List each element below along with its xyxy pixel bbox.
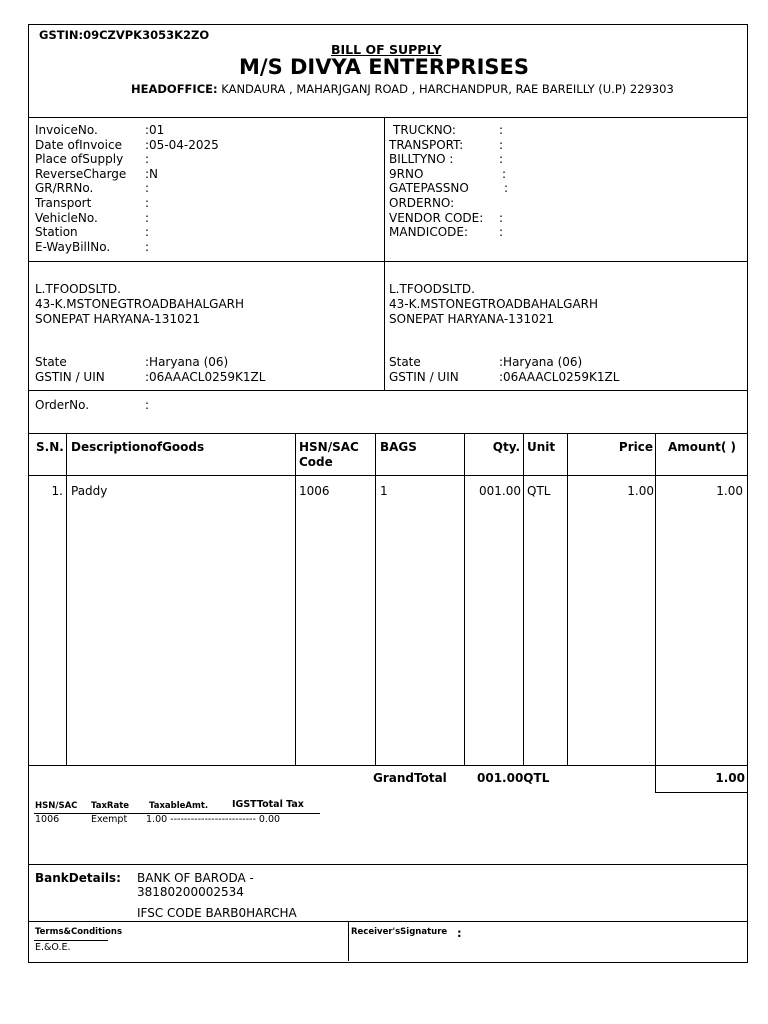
- grand-total-label: GrandTotal: [373, 771, 447, 785]
- invoice-field-value: :: [145, 225, 150, 240]
- billed-to-state-label: State: [35, 355, 67, 369]
- col-header-qty: Qty.: [492, 440, 520, 454]
- col-header-sn: S.N.: [36, 440, 64, 454]
- transport-field-value: :: [499, 123, 504, 137]
- footer-divider: [348, 921, 349, 961]
- shipped-to-gstin: :06AAACL0259K1ZL: [499, 370, 620, 384]
- invoice-field-label: Transport: [35, 196, 92, 210]
- table-column-divider: [295, 433, 296, 765]
- head-office-label: HEADOFFICE:: [131, 82, 218, 96]
- head-office: [131, 82, 674, 96]
- transport-field-label: 9RNO: [389, 166, 424, 181]
- transport-field-value: :: [499, 210, 504, 225]
- invoice-field-label: Date ofInvoice: [35, 137, 122, 152]
- cell-price: 1.00: [627, 484, 654, 498]
- table-column-divider: [567, 433, 568, 765]
- shipped-to-state: :Haryana (06): [499, 355, 583, 369]
- cell-description: Paddy: [71, 484, 108, 498]
- terms-underline: [34, 940, 108, 941]
- invoice-field-value: :: [145, 210, 150, 225]
- divider: [28, 433, 747, 434]
- invoice-field-label: E-WayBillNo.: [35, 239, 111, 254]
- bank-name: BANK OF BARODA -: [137, 871, 254, 885]
- divider: [28, 117, 747, 118]
- tax-header-taxable: TaxableAmt.: [149, 801, 209, 811]
- invoice-field-value: :: [145, 181, 150, 196]
- grand-total-amount: 1.00: [715, 771, 745, 785]
- shipped-to-state-label: State: [389, 355, 421, 369]
- tax-header-igst: IGSTTotal Tax: [232, 799, 304, 810]
- transport-field-label: ORDERNO:: [389, 196, 455, 210]
- cell-unit: QTL: [527, 484, 551, 498]
- shipped-to-address1: 43-K.MSTONEGTROADBAHALGARH: [389, 297, 599, 311]
- invoice-field-value: :: [145, 152, 150, 167]
- transport-field-value: :: [499, 225, 504, 240]
- invoice-field-label: Station: [35, 225, 78, 240]
- head-office-address: KANDAURA , MAHARJGANJ ROAD , HARCHANDPUR, RAE BAREILLY (U.P) 229303: [221, 82, 674, 96]
- tax-row-amounts: 1.00 ------------------------- 0.00: [146, 814, 281, 825]
- table-column-divider: [655, 433, 656, 765]
- bank-ifsc: IFSC CODE BARB0HARCHA: [137, 906, 297, 920]
- table-column-divider: [464, 433, 465, 765]
- receiver-signature-label: Receiver'sSignature: [351, 927, 448, 937]
- invoice-field-label: Place ofSupply: [35, 152, 124, 167]
- table-column-divider: [66, 433, 67, 765]
- col-header-amount: Amount( ): [668, 440, 737, 454]
- invoice-field-value: :: [145, 239, 150, 254]
- doc-title: BILL OF SUPPLY: [331, 42, 442, 57]
- cell-bags: 1: [380, 484, 388, 498]
- order-no-value: :: [145, 398, 150, 412]
- transport-field-value: :: [502, 166, 507, 181]
- billed-to-gstin: :06AAACL0259K1ZL: [145, 370, 266, 384]
- divider: [28, 390, 747, 391]
- transport-field-label: GATEPASSNO: [389, 181, 469, 196]
- invoice-field-label: GR/RRNo.: [35, 181, 94, 196]
- tax-row-rate: Exempt: [91, 814, 128, 825]
- invoice-field-label: ReverseCharge: [35, 166, 127, 181]
- billed-to-state: :Haryana (06): [145, 355, 229, 369]
- shipped-to-gstin-label: GSTIN / UIN: [389, 370, 459, 384]
- shipped-to-address2: SONEPAT HARYANA-131021: [389, 312, 554, 326]
- col-header-description: DescriptionofGoods: [71, 440, 205, 454]
- billed-to-address1: 43-K.MSTONEGTROADBAHALGARH: [35, 297, 245, 311]
- bank-account: 38180200002534: [137, 885, 244, 899]
- transport-field-label: VENDOR CODE:: [389, 210, 484, 225]
- divider: [28, 765, 747, 766]
- col-header-price: Price: [618, 440, 653, 454]
- transport-field-value: :: [504, 181, 509, 196]
- billed-to-gstin-label: GSTIN / UIN: [35, 370, 105, 384]
- invoice-field-label: VehicleNo.: [35, 210, 98, 225]
- grand-total-qty: 001.00QTL: [477, 771, 550, 785]
- col-header-bags: BAGS: [380, 440, 417, 454]
- cell-sn: 1.: [51, 484, 63, 498]
- shipped-to-name: L.TFOODSLTD.: [389, 282, 475, 296]
- receiver-signature-colon: :: [457, 926, 462, 940]
- bank-details-label: BankDetails:: [35, 871, 121, 885]
- cell-hsn: 1006: [299, 484, 330, 498]
- invoice-field-value: :: [145, 196, 150, 210]
- billed-to-name: L.TFOODSLTD.: [35, 282, 121, 296]
- transport-field-value: :: [499, 137, 504, 152]
- order-no-label: OrderNo.: [35, 398, 90, 412]
- company-name: M/S DIVYA ENTERPRISES: [239, 55, 529, 79]
- transport-field-label: MANDICODE:: [389, 225, 469, 240]
- seller-gstin: GSTIN:09CZVPK3053K2ZO: [39, 28, 210, 42]
- table-column-divider: [375, 433, 376, 765]
- invoice-field-value: :01: [145, 123, 165, 137]
- tax-header-rate: TaxRate: [91, 801, 130, 811]
- col-header-hsn: HSN/SAC: [299, 440, 359, 454]
- transport-field-label: TRANSPORT:: [389, 137, 464, 152]
- table-header-divider: [28, 475, 747, 476]
- billed-to-address2: SONEPAT HARYANA-131021: [35, 312, 200, 326]
- terms-text: E.&O.E.: [35, 942, 71, 953]
- col-header-unit: Unit: [527, 440, 556, 454]
- divider: [384, 117, 385, 390]
- invoice-field-label: InvoiceNo.: [35, 123, 98, 137]
- col-header-hsn-code: Code: [299, 455, 333, 469]
- cell-qty: 001.00: [479, 484, 521, 498]
- tax-row-hsn: 1006: [35, 814, 60, 825]
- tax-header-hsn: HSN/SAC: [35, 801, 78, 811]
- invoice-field-value: :N: [145, 166, 159, 181]
- divider: [28, 921, 747, 922]
- transport-field-label: BILLTYNO :: [389, 152, 454, 167]
- terms-label: Terms&Conditions: [35, 927, 123, 937]
- transport-field-label: TRUCKNO:: [393, 123, 456, 137]
- table-column-divider: [523, 433, 524, 765]
- cell-amount: 1.00: [716, 484, 743, 498]
- divider: [28, 864, 747, 865]
- divider: [28, 261, 747, 262]
- invoice-field-value: :05-04-2025: [145, 137, 219, 152]
- transport-field-value: :: [499, 152, 504, 167]
